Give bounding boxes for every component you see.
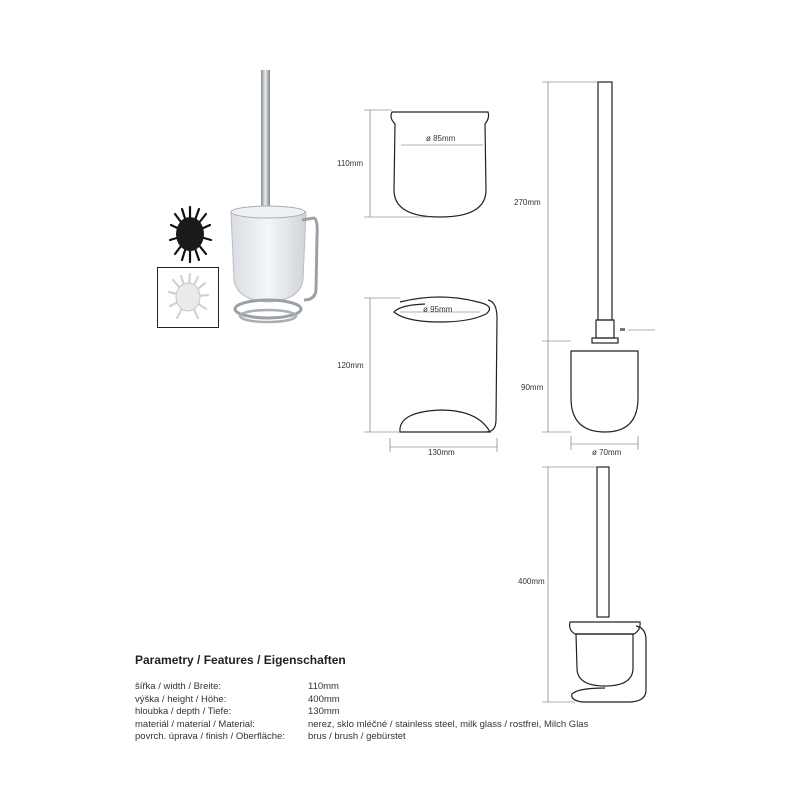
holder-back-wire (486, 300, 497, 432)
brush-handle (598, 82, 612, 320)
spec-value: nerez, sklo mléčné / stainless steel, milk glass / rostfrei, Milch Glas (308, 718, 589, 730)
handle-length-label: 270mm (514, 198, 541, 207)
brush-head-diameter-label: ø 70mm (592, 448, 622, 457)
bowl-outline (391, 112, 489, 217)
spec-row-finish (135, 731, 588, 744)
spec-value: brus / brush / gebürstet (308, 731, 406, 743)
brush-collar (596, 320, 614, 338)
bowl-diameter-label: ø 85mm (426, 134, 456, 143)
total-height-label: 400mm (518, 577, 545, 586)
spec-row-material (135, 719, 588, 732)
holder-diameter-label: ø 95mm (423, 305, 453, 314)
specs-heading: Parametry / Features / Eigenschaften (135, 653, 346, 667)
specs-table (135, 681, 588, 744)
spec-label: povrch. úprava / finish / Oberfläche: (135, 731, 285, 743)
spec-row-height (135, 694, 588, 707)
holder-bottom-loop (400, 410, 490, 432)
bowl-height-label: 110mm (337, 159, 364, 168)
brush-collar-ring (592, 338, 618, 343)
spec-value: 400mm (308, 693, 340, 705)
spec-row-width (135, 681, 588, 694)
brush-head (571, 351, 638, 432)
pointer-mark (620, 328, 625, 331)
spec-value: 110mm (308, 681, 339, 692)
spec-row-depth (135, 706, 588, 719)
spec-label: hloubka / depth / Tiefe: (135, 706, 232, 718)
spec-label: výška / height / Höhe: (135, 693, 227, 705)
holder-depth-label: 130mm (428, 448, 455, 457)
spec-value: 130mm (308, 706, 340, 718)
holder-height-label: 120mm (337, 361, 364, 370)
spec-label: materiál / material / Material: (135, 718, 255, 730)
spec-label: šířka / width / Breite: (135, 681, 222, 692)
assembly-handle (597, 467, 609, 617)
assembly-bowl (576, 634, 633, 686)
assembly-bowl-rim (570, 622, 641, 634)
brush-head-height-label: 90mm (521, 383, 544, 392)
